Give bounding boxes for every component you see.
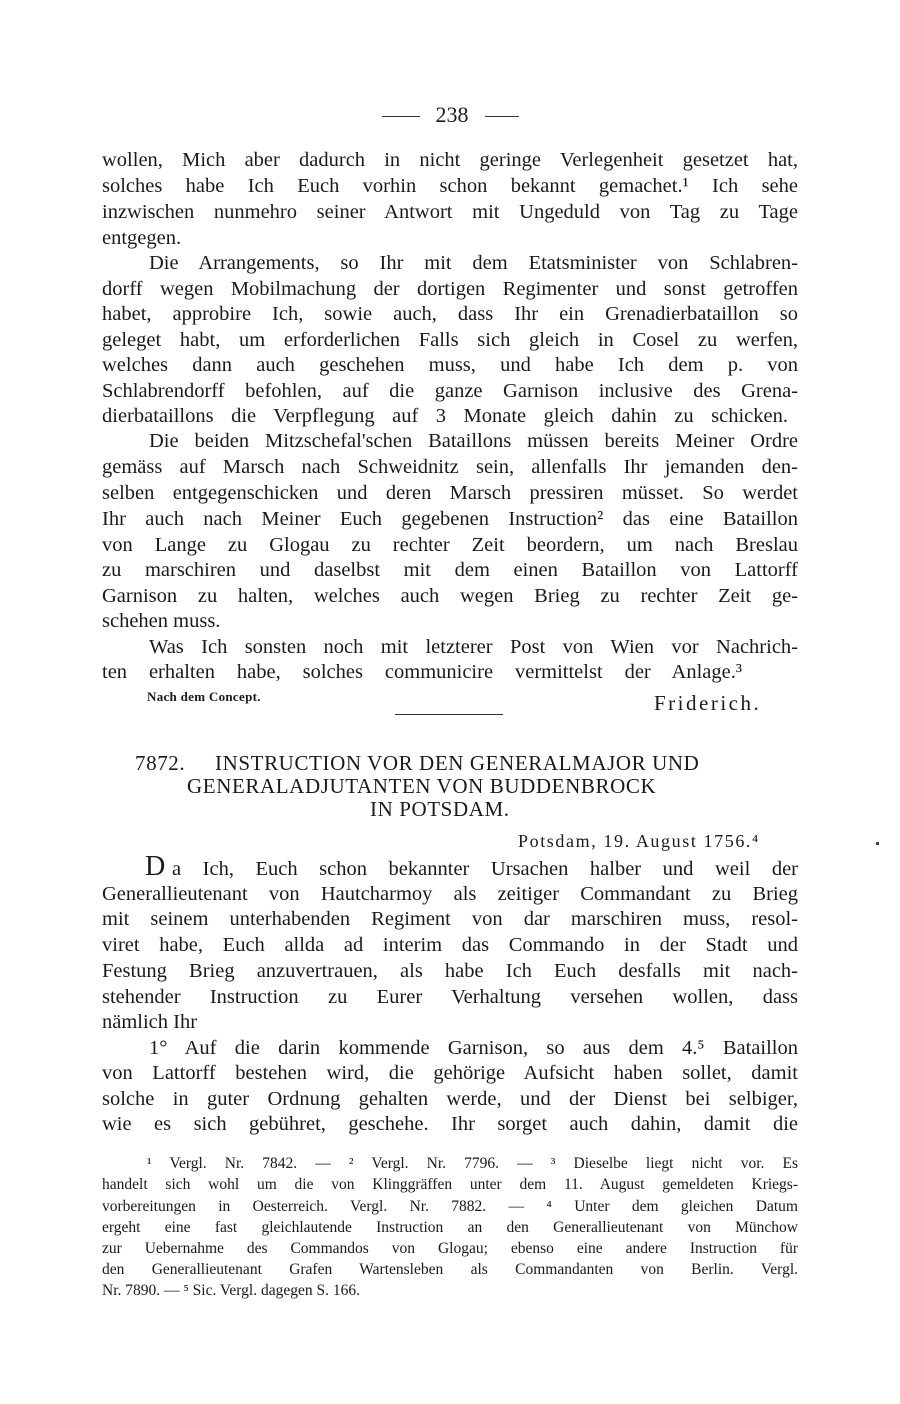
body-line: Generallieutenant von Hautcharmoy als zeitiger Commandant zu Brieg (102, 883, 798, 905)
dateline: Potsdam, 19. August 1756.⁴ (518, 831, 760, 851)
document-title-line1: INSTRUCTION VOR DEN GENERALMAJOR UND (215, 751, 700, 775)
body-line: ten erhalten habe, solches communicire vermittelst der Anlage.³ (102, 661, 742, 683)
body-line: entgegen. (102, 227, 182, 249)
footnote-line: ergeht eine fast gleichlautende Instruction an den Generallieutenant von Münchow (102, 1219, 798, 1236)
body-line: geleget habt, um erforderlichen Falls sich gleich in Cosel zu werfen, (102, 329, 798, 351)
body-line: Die beiden Mitzschefal'schen Bataillons müssen bereits Meiner Ordre (149, 430, 798, 452)
body-line: dorff wegen Mobilmachung der dortigen Regimenter und sonst getroffen (102, 278, 798, 300)
body-line: schehen muss. (102, 610, 221, 632)
body-line: Schlabrendorff befohlen, auf die ganze Garnison inclusive des Grena- (102, 380, 798, 402)
footnote-line: zur Uebernahme des Commandos von Glogau; ebenso eine andere Instruction für (102, 1240, 798, 1257)
body-line: solche in guter Ordnung gehalten werde, und der Dienst bei selbiger, (102, 1088, 798, 1110)
footnote-line: Nr. 7890. — ⁵ Sic. Vergl. dagegen S. 166. (102, 1282, 360, 1299)
margin-mark (876, 842, 879, 845)
body-line: von Lange zu Glogau zu rechter Zeit beordern, um nach Breslau (102, 534, 798, 556)
document-title-line3: IN POTSDAM. (370, 797, 510, 821)
body-line: a Ich, Euch schon bekannter Ursachen halber und weil der (172, 858, 798, 880)
body-line: mit seinem unterhabenden Regiment von dar marschiren muss, resol- (102, 908, 798, 930)
body-line: solches habe Ich Euch vorhin schon bekannt gemachet.¹ Ich sehe (102, 175, 798, 197)
body-line: Was Ich sonsten noch mit letzterer Post von Wien vor Nachrich- (149, 636, 798, 658)
body-line: stehender Instruction zu Eurer Verhaltung versehen wollen, dass (102, 986, 798, 1008)
body-line: 1° Auf die darin kommende Garnison, so aus dem 4.⁵ Bataillon (149, 1037, 798, 1059)
signature: Friderich. (654, 691, 762, 715)
footnote-line: ¹ Vergl. Nr. 7842. — ² Vergl. Nr. 7796. — ³ Dieselbe liegt nicht vor. Es (147, 1155, 798, 1172)
body-line: gemäss auf Marsch nach Schweidnitz sein, allenfalls Ihr jemanden den- (102, 456, 798, 478)
body-line: zu marschiren und daselbst mit dem einen Bataillon von Lattorff (102, 559, 798, 581)
header-dash-left (382, 116, 420, 117)
body-line: Festung Brieg anzuvertrauen, als habe Ich Euch desfalls mit nach- (102, 960, 798, 982)
body-line: Die Arrangements, so Ihr mit dem Etatsminister von Schlabren- (149, 252, 798, 274)
page-number: 238 (435, 102, 469, 127)
body-line: wie es sich gebühret, geschehe. Ihr sorget auch dahin, damit die (102, 1113, 798, 1135)
body-line: wollen, Mich aber dadurch in nicht geringe Verlegenheit gesetzet hat, (102, 149, 798, 171)
document-number: 7872. (135, 751, 186, 775)
body-line: dierbataillons die Verpflegung auf 3 Monate gleich dahin zu schicken. (102, 405, 788, 427)
body-line: von Lattorff bestehen wird, die gehörige Aufsicht haben sollet, damit (102, 1062, 798, 1084)
section-divider (395, 714, 503, 715)
page-header (0, 100, 900, 130)
footnote-line: handelt sich wohl um die von Klinggräffen unter dem 11. August gemeldeten Kriegs- (102, 1176, 798, 1193)
source-note: Nach dem Concept. (147, 689, 261, 704)
body-line: nämlich Ihr (102, 1011, 198, 1033)
body-line: Ihr auch nach Meiner Euch gegebenen Instruction² das eine Bataillon (102, 508, 798, 530)
body-line: habet, approbire Ich, sowie auch, dass Ihr ein Grenadierbataillon so (102, 303, 798, 325)
drop-cap: D (145, 851, 166, 882)
body-line: viret habe, Euch allda ad interim das Commando in der Stadt und (102, 934, 798, 956)
body-line: inzwischen nunmehro seiner Antwort mit Ungeduld von Tag zu Tage (102, 201, 798, 223)
body-line: selben entgegenschicken und deren Marsch pressiren müsset. So werdet (102, 482, 798, 504)
footnote-line: den Generallieutenant Grafen Wartensleben als Commandanten von Berlin. Vergl. (102, 1261, 798, 1278)
body-line: Garnison zu halten, welches auch wegen Brieg zu rechter Zeit ge- (102, 585, 798, 607)
document-title-line2: GENERALADJUTANTEN VON BUDDENBROCK (187, 774, 657, 798)
footnote-line: vorbereitungen in Oesterreich. Vergl. Nr. 7882. — ⁴ Unter dem gleichen Datum (102, 1198, 798, 1215)
header-dash-right (485, 116, 519, 117)
body-line: welches dann auch geschehen muss, und habe Ich dem p. von (102, 354, 798, 376)
